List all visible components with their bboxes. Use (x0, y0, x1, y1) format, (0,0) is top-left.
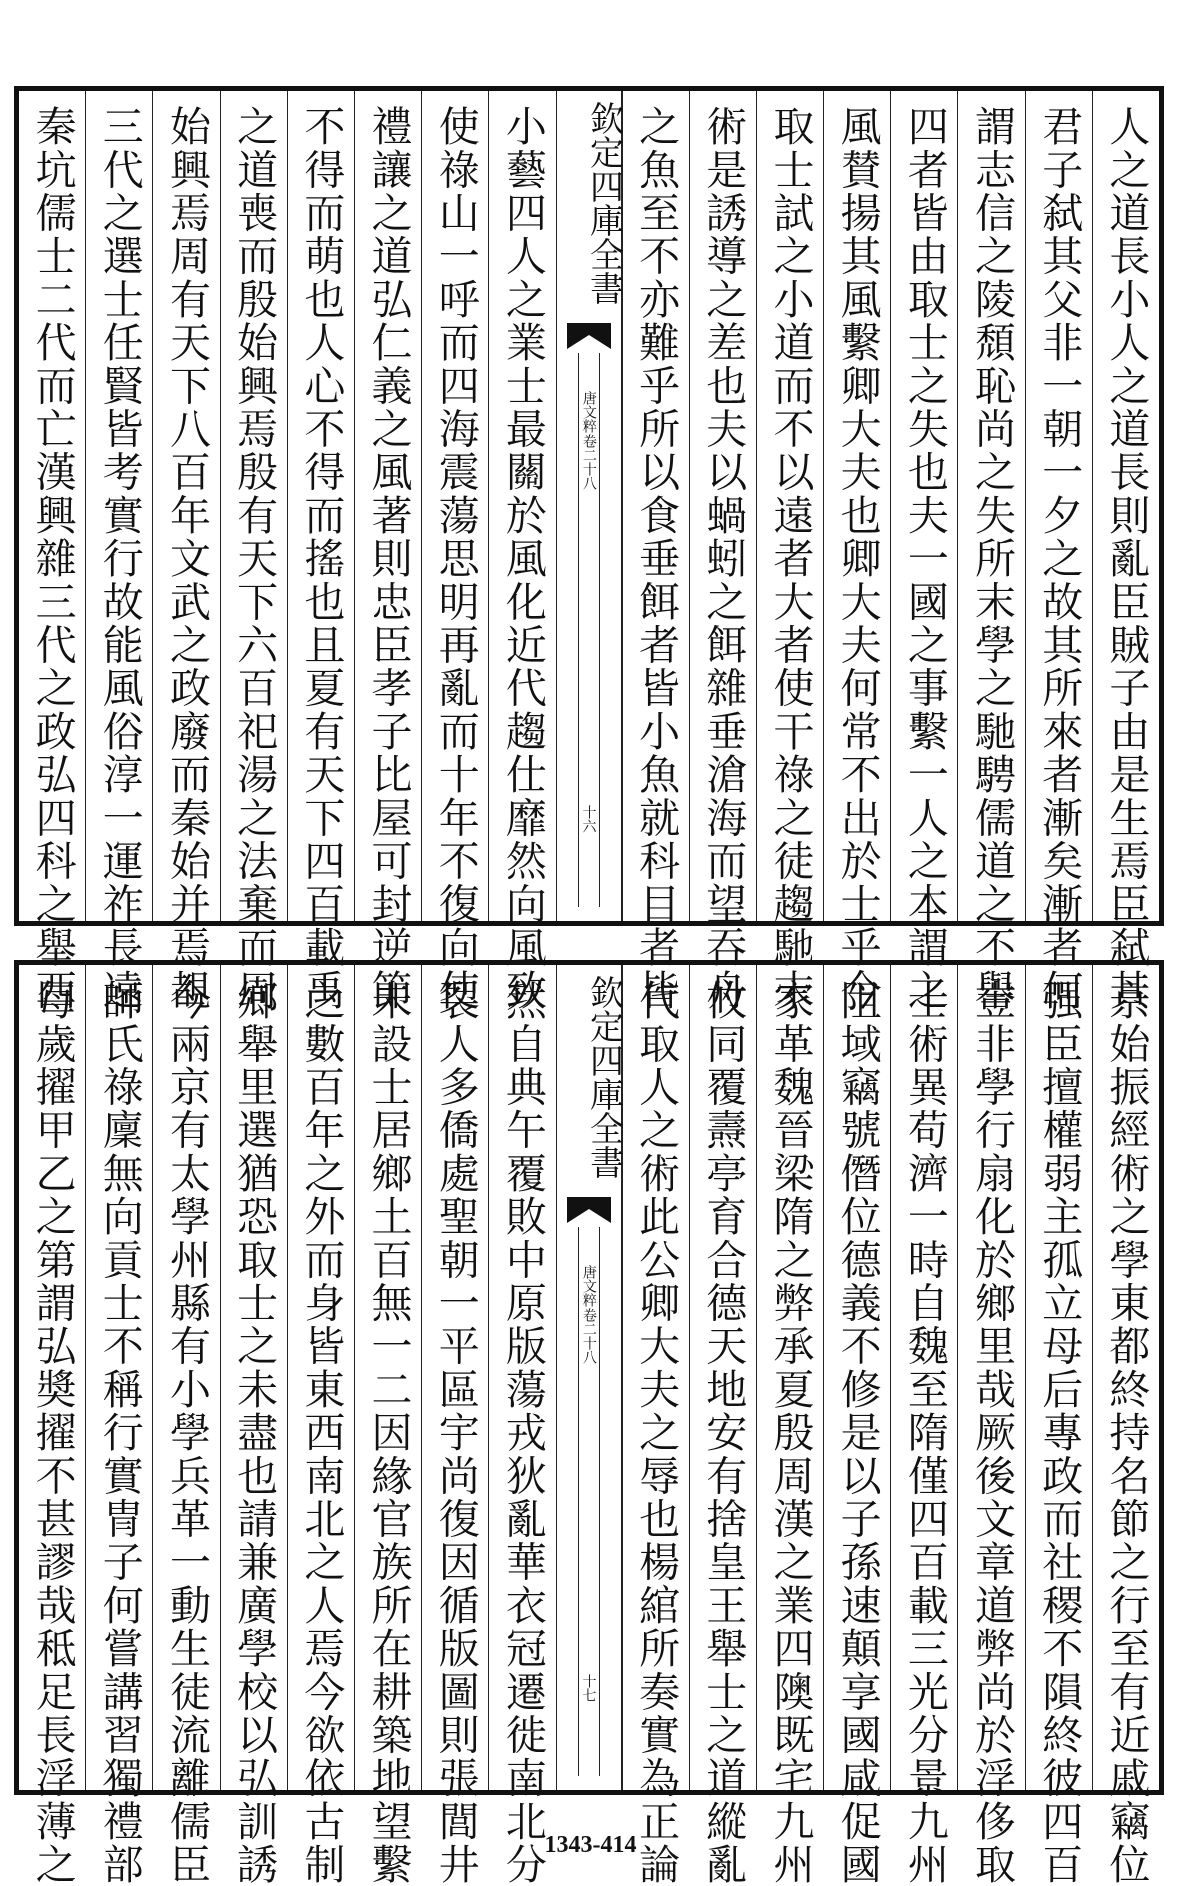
column-text: 術是誘導之差也夫以蝸蚓之餌雜垂滄海而望吞舟 (699, 105, 748, 1013)
text-column (421, 965, 488, 1886)
text-column (1025, 965, 1092, 1886)
column-text: 然自典午覆敗中原版蕩戎狄亂華衣冠遷徙南北分 (498, 979, 547, 1886)
text-column (1025, 91, 1092, 1013)
column-text: 鄉舉里選猶恐取士之未盡也請兼廣學校以弘訓誘 (230, 979, 279, 1886)
column-text: 始興焉周有天下八百年文武之政廢而秦始并焉覩 (162, 105, 211, 1013)
book-label (581, 391, 596, 490)
column-text: 人之道長小人之道長則亂臣賊子由是生焉臣弑其 (1102, 105, 1151, 1013)
column-text: 京始振經術之學東都終持名節之行至有近戚竊位 (1102, 979, 1151, 1886)
column-text: 使祿山一呼而四海震蕩思明再亂而十年不復向使 (431, 105, 480, 1013)
column-text: 阻域竊號僭位德義不修是以子孫速顛享國咸促國 (833, 979, 882, 1886)
text-column (85, 965, 152, 1886)
column-text: 三代之選士任賢皆考實行故能風俗淳一運祚長遠 (95, 105, 144, 1013)
column-text: 家革魏晉梁隋之弊承夏殷周漢之業四隩既宅九州 (766, 979, 815, 1886)
text-column (622, 965, 689, 1886)
text-column (756, 91, 823, 1013)
volume-label: 卷二十八 (580, 1308, 597, 1364)
text-column (1092, 965, 1159, 1886)
column-text: 君子弑其父非一朝一夕之故其所來者漸矣漸者何 (1035, 105, 1084, 1013)
fish-tail-mark-icon (567, 323, 611, 349)
text-column (421, 91, 488, 1013)
footer-page-number: 1343-414 (544, 1832, 637, 1858)
column-text: 未設士居鄉土百無一二因緣官族所在耕築地望繫 (364, 979, 413, 1886)
column-text: 代取人之術此公卿大夫之辱也楊綰所奏實為正論 (632, 979, 681, 1886)
text-column (957, 965, 1024, 1886)
column-text: 每歲擢甲乙之第謂弘奬擢不甚謬哉秪足長浮薄之 (28, 979, 77, 1886)
top-page (14, 86, 1164, 1013)
book-name: 唐文粹 (580, 391, 597, 433)
text-column (957, 91, 1024, 1013)
book-name: 唐文粹 (580, 1265, 597, 1307)
column-text: 裂人多僑處聖朝一平區宇尚復因循版圖則張閭井 (431, 979, 480, 1886)
text-column (823, 91, 890, 1013)
column-text: 小藝四人之業士最關於風化近代趨仕靡然向風致 (498, 105, 547, 1013)
column-text: 取士試之小道而不以遠者大者使干祿之徒趨馳末 (766, 105, 815, 1013)
text-column (287, 965, 354, 1886)
text-column (19, 965, 85, 1886)
text-column (220, 91, 287, 1013)
collection-title: 欽定四庫全書 (583, 101, 624, 305)
column-text: 禮讓之道弘仁義之風著則忠臣孝子比屋可封逆節 (364, 105, 413, 1013)
column-text: 士術異苟濟一時自魏至隋僅四百載三光分景九州 (900, 979, 949, 1886)
column-text: 攸同覆燾亭育合德天地安有捨皇王舉士之道縱亂 (699, 979, 748, 1886)
text-column (890, 965, 957, 1886)
text-column (354, 91, 421, 1013)
text-column (622, 91, 689, 1013)
center-fold (556, 91, 622, 921)
volume-label: 卷二十八 (580, 434, 597, 490)
column-text: 風賛揚其風繫卿大夫也卿大夫何常不出於士乎今 (833, 105, 882, 1013)
fish-tail-mark-icon (567, 1197, 611, 1223)
column-text: 秦坑儒士二代而亡漢興雜三代之政弘四科之舉西 (28, 105, 77, 1013)
text-column (85, 91, 152, 1013)
book-label (581, 1265, 596, 1364)
column-text: 豈非學行扇化於鄉里哉厥後文章道弊尚於浮侈取 (968, 979, 1017, 1886)
leaf-number: 十六 (580, 805, 597, 833)
text-column (287, 91, 354, 1013)
center-fold (556, 965, 622, 1790)
text-column (488, 91, 555, 1013)
column-text: 强臣擅權弱主孤立母后專政而社稷不隕終彼四百 (1035, 979, 1084, 1886)
text-column (152, 91, 219, 1013)
text-column (1092, 91, 1159, 1013)
text-column (689, 965, 756, 1886)
text-column (354, 965, 421, 1886)
leaf-number: 十七 (580, 1674, 597, 1702)
text-column (689, 91, 756, 1013)
column-text: 謂志信之陵頹恥尚之失所末學之馳騁儒道之不舉 (968, 105, 1017, 1013)
text-column (152, 965, 219, 1886)
column-text: 今兩京有太學州縣有小學兵革一動生徒流離儒臣 (162, 979, 211, 1886)
text-column (488, 965, 555, 1886)
text-column (756, 965, 823, 1886)
column-text: 之魚至不亦難乎所以食垂餌者皆小魚就科目者皆 (632, 105, 681, 1013)
column-text: 師氏祿廩無向貢士不稱行實冑子何嘗講習獨禮部 (95, 979, 144, 1886)
text-column (19, 91, 85, 1013)
column-text: 之道喪而殷始興焉殷有天下六百祀湯之法棄而周 (230, 105, 279, 1013)
column-text: 四者皆由取士之失也夫一國之事繫一人之本謂之 (900, 105, 949, 1013)
text-column (890, 91, 957, 1013)
collection-title: 欽定四庫全書 (583, 975, 624, 1179)
column-text: 不得而萌也人心不得而搖也且夏有天下四百載禹 (297, 105, 346, 1013)
column-text: 之數百年之外而身皆東西南北之人焉今欲依古制 (297, 979, 346, 1886)
text-column (220, 965, 287, 1886)
text-column (823, 965, 890, 1886)
